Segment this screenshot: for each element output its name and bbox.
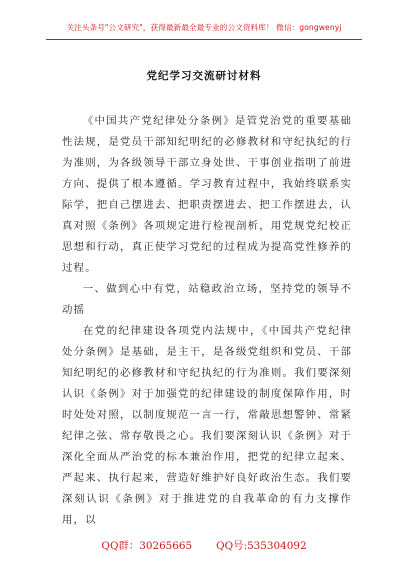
document-title: 党纪学习交流研讨材料	[146, 70, 262, 82]
paragraph-intro: 《中国共产党纪律处分条例》是管党治党的重要基础性法规，是党员干部知纪明纪的必修教材和守纪执纪的行为准则，为各级领导干部立身处世、干事创业指明了前进方向、提供了根本遵循。学习教育过程中，我始终联系实际学，把自己摆进去、把职责摆进去、把工作摆进去，认真对照《条例》各项规定进行检视剖析，用党规党纪校正思想和行动，真正使学习党纪的过程成为提高党性修养的过程。	[62, 115, 352, 274]
section-heading-1: 一、做到心中有党，站稳政治立场，坚持党的领导不动摇	[62, 283, 352, 316]
footer-qq-group: QQ群：30265665	[101, 540, 193, 552]
header-divider	[46, 39, 362, 40]
footer-contact	[0, 537, 408, 552]
document-body	[62, 111, 352, 531]
paragraph-section-1: 在党的纪律建设各项党内法规中，《中国共产党纪律处分条例》是基础，是主干，是各级党组织和党员、干部知纪明纪的必修教材和守纪执纪的行为准则。我们要深刻认识《条例》对于加强党的纪律建设的制度保障作用，时时处处对照，以制度规范一言一行，常敲思想警钟、常紧纪律之弦、常存敬畏之心。我们要深刻认识《条例》对于深化全面从严治党的标本兼治作用，把党的纪律立起来、严起来、执行起来，营造好维护好良好政治生态。我们要深刻认识《条例》对于推进党的自我革命的有力支撑作用，以	[62, 325, 352, 526]
footer-qq-number: QQ号:535304092	[216, 540, 307, 552]
header-banner: 关注头条号"公文研究"，获得最新最全最专业的公文资料库！ 微信：gongwenyj	[66, 23, 342, 32]
